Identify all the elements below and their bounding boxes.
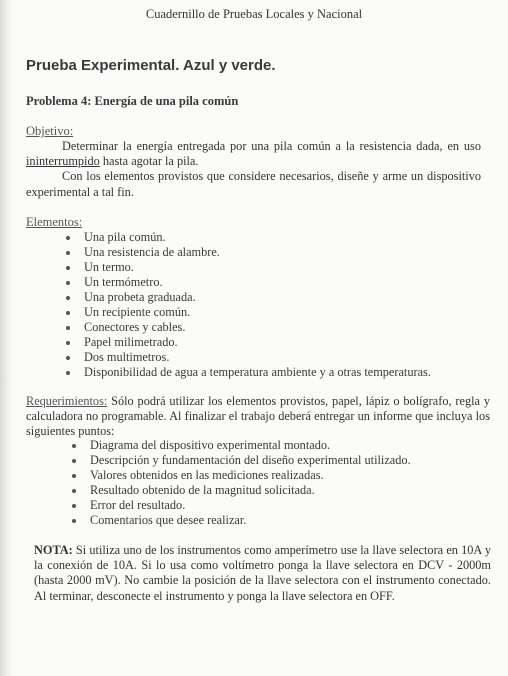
list-item: Una resistencia de alambre. [64,245,431,260]
list-item: Error del resultado. [70,498,411,513]
objetivo-p1-b: hasta agotar la pila. [99,154,199,169]
list-item: Un termo. [64,260,431,275]
problem-heading: Problema 4: Energía de una pila común [26,94,239,108]
page-title: Prueba Experimental. Azul y verde. [26,57,276,74]
list-item: Dos multimetros. [64,350,431,365]
requerimientos-body: Sólo podrá utilizar los elementos provistos, papel, lápiz o bolígrafo, regla y calculadora no programable. Al finalizar el trabajo deberá entregar un informe que incluya los siguientes puntos: [26,394,490,439]
list-item: Una pila común. [64,230,431,245]
list-item: Un recipiente común. [64,305,431,320]
nota-heading: NOTA: [34,543,73,557]
objetivo-p1-a: Determinar la energía entregada por una pila común a la resistencia dada, en uso [62,139,481,153]
objetivo-p2: Con los elementos provistos que considere necesarios, diseñe y arme un dispositivo experimental a tal fin. [26,169,481,199]
requerimientos-list [70,438,411,528]
list-item: Un termómetro. [64,275,431,290]
list-item: Una probeta graduada. [64,290,431,305]
requerimientos-text [26,394,490,440]
list-item: Valores obtenidos en las mediciones realizadas. [70,468,411,483]
list-item: Comentarios que desee realizar. [70,513,411,528]
nota-body: Si utiliza uno de los instrumentos como amperímetro use la llave selectora en 10A y la conexión de 10A. Si lo usa como voltímetro ponga la llave selectora en DCV - 2000m (hasta 2000 mV). No cambie la posición de la llave selectora con el instrumento conectado. Al terminar, desconecte el instrumento y ponga la llave selectora en OFF. [34,543,491,603]
elementos-list [64,230,431,380]
elementos-heading: Elementos: [26,215,83,229]
requerimientos-heading: Requerimientos: [26,394,108,408]
objetivo-p1-underlined: ininterrumpido [26,154,100,169]
nota-text [34,543,491,604]
list-item: Papel milimetrado. [64,335,431,350]
list-item: Resultado obtenido de la magnitud solicitada. [70,483,411,498]
objetivo-text [26,139,481,200]
list-item: Disponibilidad de agua a temperatura ambiente y a otras temperaturas. [64,365,431,380]
list-item: Conectores y cables. [64,320,431,335]
list-item: Diagrama del dispositivo experimental montado. [70,438,411,453]
list-item: Descripción y fundamentación del diseño experimental utilizado. [70,453,411,468]
objetivo-heading: Objetivo: [26,124,74,138]
running-head: Cuadernillo de Pruebas Locales y Nacional [145,7,363,21]
